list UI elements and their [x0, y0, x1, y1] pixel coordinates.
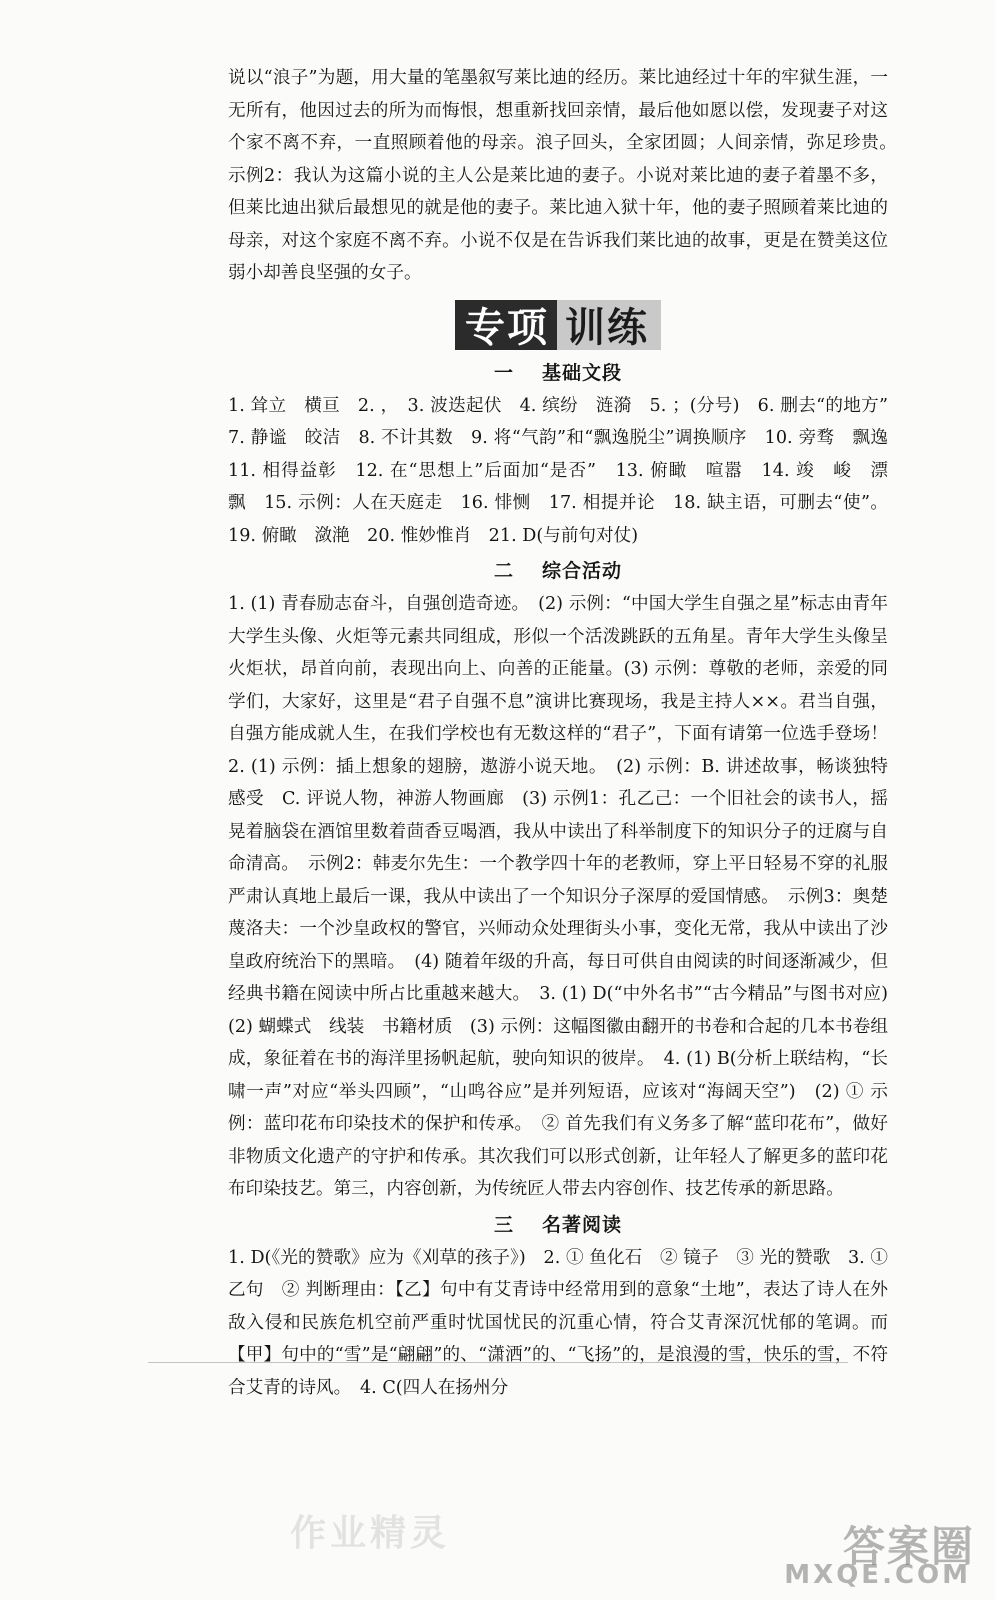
logo-mark: 答案圈: [842, 1522, 975, 1571]
section-number: 二: [493, 560, 514, 582]
section-body: 1. D(《光的赞歌》应为《刈草的孩子》) 2. ① 鱼化石 ② 镜子 ③ 光的赞歌 3. ① 乙句 ② 判断理由：【乙】句中有艾青诗中经常用到的意象“土地”，表达了诗人在外敌入侵和民族危机空前严重时忧国忧民的沉重心情，符合艾青深沉忧郁的笔调。而【甲】句中的“雪”是“翩翩”的、“潇洒”的、“飞扬”的，是浪漫的雪，快乐的雪，不符合艾青的诗风。 4. C(四人在扬州分: [228, 1247, 888, 1398]
section-classics: [228, 1208, 888, 1405]
section-title: [228, 1208, 888, 1242]
section-name: 基础文段: [542, 361, 623, 384]
banner-part1: 专项: [455, 300, 557, 350]
section-title: [228, 356, 888, 390]
section-activities: [228, 554, 906, 1206]
section-number: 三: [493, 1213, 514, 1236]
section-number: 一: [493, 361, 514, 384]
section-body: 1. 耸立 横亘 2. ， 3. 波迭起伏 4. 缤纷 涟漪 5. ；(分号) 6. 删去“的地方” 7. 静谧 皎洁 8. 不计其数 9. 将“气韵”和“飘逸脱尘”调换顺序 10. 旁骛 飘逸 11. 相得益彰 12. 在“思想上”后面加“是否” 13. 俯瞰 喧嚣 14. 竣 峻 漂 飘 15. 示例：人在天庭走 16. 悱恻 17. 相提并论 18. 缺主语，可删去“使”。19. 俯瞰 潋滟 20. 惟妙惟肖 21. D(与前句对仗): [228, 395, 906, 546]
section-name: 名著阅读: [542, 1213, 623, 1236]
intro-paragraph: 说以“浪子”为题，用大量的笔墨叙写莱比迪的经历。莱比迪经过十年的牢狱生涯，一无所有，他因过去的所为而悔恨，想重新找回亲情，最后他如愿以偿，发现妻子对这个家不离不弃，一直照顾着他的母亲。浪子回头，全家团圆；人间亲情，弥足珍贵。 示例2：我认为这篇小说的主人公是莱比迪的妻子。小说对莱比迪的妻子着墨不多，但莱比迪出狱后最想见的就是他的妻子。莱比迪入狱十年，他的妻子照顾着莱比迪的母亲，对这个家庭不离不弃。小说不仅是在告诉我们莱比迪的故事，更是在赞美这位弱小却善良坚强的女子。: [228, 68, 906, 283]
section-name: 综合活动: [542, 560, 623, 582]
section-basic-text: [228, 356, 906, 553]
section-body: 1. (1) 青春励志奋斗，自强创造奇迹。 (2) 示例：“中国大学生自强之星”标志由青年大学生头像、火炬等元素共同组成，形似一个活泼跳跃的五角星。青年大学生头像呈火炬状，昂首向前，表现出向上、向善的正能量。(3) 示例：尊敬的老师，亲爱的同学们，大家好，这里是“君子自强不息”演讲比赛现场，我是主持人××。君当自强，自强方能成就人生，在我们学校也有无数这样的“君子”，下面有请第一位选手登场！ 2. (1) 示例：插上想象的翅膀，遨游小说天地。 (2) 示例：B. 讲述故事，畅谈独特感受 C. 评说人物，神游人物画廊 (3) 示例1：孔乙己：一个旧社会的读书人，摇晃着脑袋在酒馆里数着茴香豆喝酒，我从中读出了科举制度下的知识分子的迂腐与自命清高。 示例2：韩麦尔先生：一个教学四十年的老教师，穿上平日轻易不穿的礼服严肃认真地上最后一课，我从中读出了一个知识分子深厚的爱国情感。 示例3：奥楚蔑洛夫：一个沙皇政权的警官，兴师动众处理街头小事，变化无常，我从中读出了沙皇政府统治下的黑暗。 (4) 随着年级的升高，每日可供自由阅读的时间逐渐减少，但经典书籍在阅读中所占比重越来越大。 3. (1) D(“中外名书”“古今精品”与图书对应) (2) 蝴蝶式 线装 书籍材质 (3) 示例：这幅图徽由翻开的书卷和合起的几本书卷组成，象征着在书的海洋里扬帆起航，驶向知识的彼岸。 4. (1) B(分析上联结构，“长啸一声”对应“举头四顾”，“山鸣谷应”是并列短语，应该对“海阔天空”) (2) ① 示例：蓝印花布印染技术的保护和传承。 ② 首先我们有义务多了解“蓝印花布”，做好非物质文化遗产的守护和传承。其次我们可以形式创新，让年轻人了解更多的蓝印花布印染技艺。第三，内容创新，为传统匠人带去内容创作、技艺传承的新思路。: [228, 594, 906, 1199]
section-title: [228, 554, 888, 588]
logo-url: MXQE.COM: [784, 1560, 971, 1590]
watermark-text: 作业精灵: [290, 1513, 451, 1554]
section-banner: [228, 300, 888, 350]
banner-part2: 训练: [557, 300, 661, 350]
answer-page: [228, 62, 906, 1406]
scan-line-divider: [148, 1362, 848, 1363]
site-logo: [745, 1514, 985, 1592]
